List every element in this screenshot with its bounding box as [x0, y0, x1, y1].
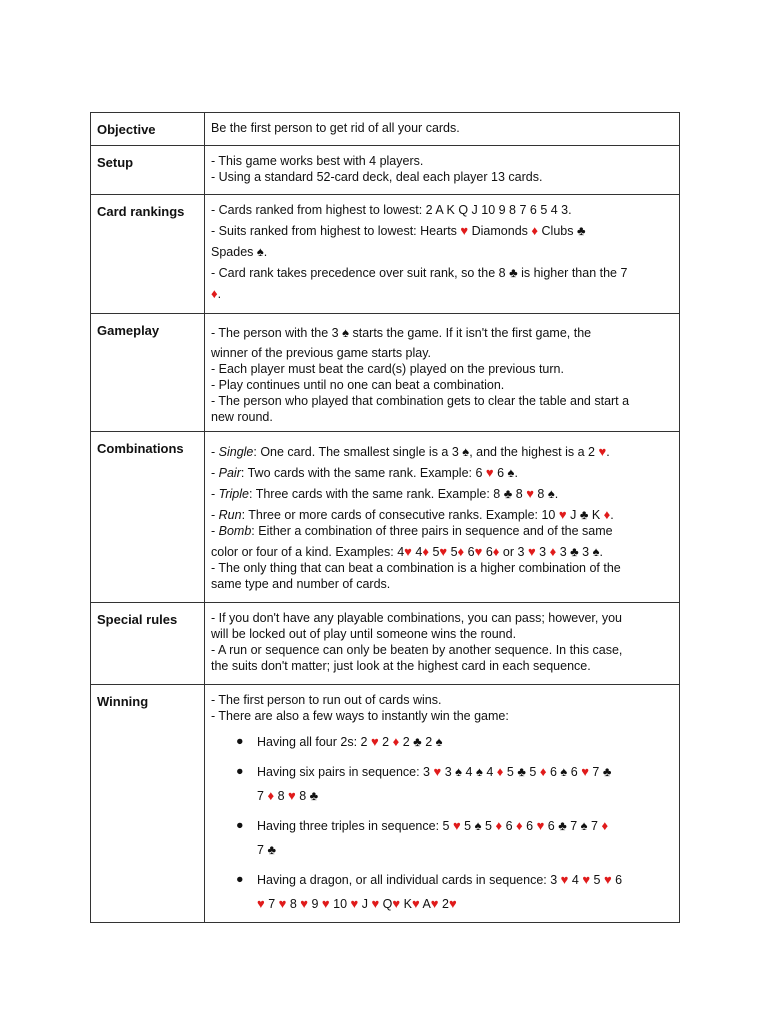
win-rank: 8 — [277, 789, 285, 803]
win-rank: 6 — [547, 819, 555, 833]
diamond-icon: ♦ — [495, 818, 503, 833]
table-row-winning — [91, 685, 680, 923]
row-content-objective — [205, 113, 680, 146]
combo-run-text: : Three or more cards of consecutive ranks. Example: 10 — [241, 508, 556, 522]
heart-icon: ♥ — [460, 223, 469, 238]
heart-icon: ♥ — [581, 764, 589, 779]
rankings-line-2b-end: . — [263, 245, 268, 259]
combo-rank: 3 — [559, 545, 567, 559]
diamond-icon: ♦ — [531, 223, 539, 238]
win-rank: 2 — [402, 735, 410, 749]
combo-rank: 3 — [539, 545, 547, 559]
rankings-line-3b — [211, 286, 679, 302]
win-rank: 2 — [425, 735, 433, 749]
win-rank: 5 — [593, 873, 601, 887]
win-rank: Q — [382, 897, 393, 911]
diamond-icon: ♦ — [496, 764, 504, 779]
diamond-icon: ♦ — [539, 764, 547, 779]
combo-pair-text: : Two cards with the same rank. Example: 6 — [240, 466, 483, 480]
combo-dash: - — [211, 508, 219, 522]
row-label-gameplay: Gameplay — [91, 314, 205, 432]
diamond-icon: ♦ — [457, 544, 465, 559]
heart-icon: ♥ — [603, 872, 612, 887]
spade-icon: ♠ — [507, 465, 515, 480]
rankings-precedence-suffix: is higher than the 7 — [521, 266, 628, 280]
bullet-4-text: Having a dragon, or all individual cards in sequence: 3 — [257, 873, 558, 887]
win-rank: 8 — [289, 897, 297, 911]
combo-rank: 8 — [537, 487, 545, 501]
heart-icon: ♥ — [558, 507, 567, 522]
winning-line-2: - There are also a few ways to instantly win the game: — [211, 709, 509, 723]
combo-rank: 5 — [450, 545, 458, 559]
combo-bomb-or: or 3 — [502, 545, 525, 559]
heart-icon: ♥ — [392, 896, 401, 911]
rankings-diamonds-word: Diamonds — [471, 224, 528, 238]
win-rank: 7 — [570, 819, 578, 833]
combo-triple-line — [211, 486, 679, 502]
win-rank: 4 — [571, 873, 579, 887]
list-item — [236, 730, 679, 754]
gameplay-start-text: - The person with the 3 — [211, 326, 339, 340]
winning-line-1: - The first person to run out of cards wins. — [211, 693, 442, 707]
row-content-setup — [205, 146, 680, 195]
heart-icon: ♥ — [452, 818, 461, 833]
spade-icon: ♠ — [592, 544, 600, 559]
table-row-card-rankings — [91, 195, 680, 314]
combo-single-text-b: , and the highest is a 2 — [469, 445, 595, 459]
row-content-gameplay — [205, 314, 680, 432]
bullet-1-text: Having all four 2s: 2 — [257, 735, 368, 749]
combo-single-line — [211, 444, 679, 460]
combo-triple-term: Triple — [218, 487, 249, 501]
spade-icon: ♠ — [455, 764, 463, 779]
row-content-card-rankings — [205, 195, 680, 314]
gameplay-line-1b: winner of the previous game starts play. — [211, 346, 432, 360]
bullet-2-text: Having six pairs in sequence: 3 — [257, 765, 431, 779]
spade-icon: ♠ — [475, 764, 483, 779]
win-rank: K — [403, 897, 412, 911]
bullet-icon: ● — [236, 734, 244, 748]
heart-icon: ♥ — [411, 896, 420, 911]
win-rank: 2 — [442, 897, 449, 911]
rankings-line-3b-end: . — [217, 287, 222, 301]
heart-icon: ♥ — [598, 444, 607, 459]
win-rank: 4 — [465, 765, 473, 779]
combo-rank: 3 — [582, 545, 590, 559]
bullet-3-text: Having three triples in sequence: 5 — [257, 819, 450, 833]
spade-icon: ♠ — [547, 486, 555, 501]
heart-icon: ♥ — [582, 872, 591, 887]
combo-bomb-term: Bomb — [218, 524, 252, 538]
heart-icon: ♥ — [536, 818, 545, 833]
spade-icon: ♠ — [474, 818, 482, 833]
diamond-icon: ♦ — [392, 734, 400, 749]
spade-icon: ♠ — [560, 764, 568, 779]
combo-bomb-line — [211, 523, 679, 539]
combo-only-line-2: same type and number of cards. — [211, 577, 391, 591]
win-rank: 10 — [333, 897, 348, 911]
combo-rank: J — [570, 508, 577, 522]
row-label-winning: Winning — [91, 685, 205, 923]
bullet-2-continuation — [257, 784, 679, 808]
club-icon: ♣ — [517, 764, 526, 779]
combo-rank: 6 — [467, 545, 475, 559]
club-icon: ♣ — [413, 734, 422, 749]
rankings-line-2 — [211, 223, 679, 239]
combo-rank: 4 — [415, 545, 423, 559]
combo-single-end: . — [606, 445, 610, 459]
combo-single-text-a: : One card. The smallest single is a 3 — [253, 445, 459, 459]
combo-dash: - — [211, 487, 219, 501]
spade-icon: ♠ — [435, 734, 443, 749]
heart-icon: ♥ — [371, 896, 380, 911]
special-line-4: the suits don't matter; just look at the highest card in each sequence. — [211, 659, 591, 673]
win-rank: 5 — [485, 819, 492, 833]
gameplay-line-4b: new round. — [211, 410, 273, 424]
win-rank: 7 — [591, 819, 598, 833]
combo-dash: - — [211, 445, 219, 459]
row-label-setup: Setup — [91, 146, 205, 195]
row-label-card-rankings: Card rankings — [91, 195, 205, 314]
bullet-4-continuation — [257, 892, 679, 916]
combo-period: . — [610, 508, 614, 522]
heart-icon: ♥ — [288, 788, 296, 803]
heart-icon: ♥ — [439, 544, 448, 559]
diamond-icon: ♦ — [492, 544, 500, 559]
rankings-line-1: - Cards ranked from highest to lowest: 2 A K Q J 10 9 8 7 6 5 4 3. — [211, 203, 572, 217]
win-rank: 7 — [257, 843, 264, 857]
diamond-icon: ♦ — [516, 818, 523, 833]
heart-icon: ♥ — [430, 896, 439, 911]
special-line-1: - If you don't have any playable combinations, you can pass; however, you — [211, 611, 622, 625]
club-icon: ♣ — [267, 842, 276, 857]
heart-icon: ♥ — [300, 896, 308, 911]
win-rank: 6 — [526, 819, 534, 833]
heart-icon: ♥ — [370, 734, 379, 749]
combo-period: . — [514, 466, 518, 480]
club-icon: ♣ — [558, 818, 567, 833]
win-rank: 6 — [505, 819, 513, 833]
win-rank: 7 — [257, 789, 264, 803]
row-content-special-rules — [205, 603, 680, 685]
setup-line-2: - Using a standard 52-card deck, deal each player 13 cards. — [211, 170, 543, 184]
rankings-suits-text: - Suits ranked from highest to lowest: Hearts — [211, 224, 457, 238]
heart-icon: ♥ — [404, 544, 412, 559]
diamond-icon: ♦ — [267, 788, 275, 803]
row-label-combinations: Combinations — [91, 432, 205, 603]
heart-icon: ♥ — [474, 544, 483, 559]
club-icon: ♣ — [509, 265, 518, 280]
heart-icon: ♥ — [485, 465, 494, 480]
rules-table — [90, 112, 680, 923]
win-rank: 3 — [444, 765, 452, 779]
win-rank: 6 — [549, 765, 557, 779]
heart-icon: ♥ — [257, 896, 265, 911]
row-label-special-rules: Special rules — [91, 603, 205, 685]
diamond-icon: ♦ — [601, 818, 609, 833]
win-rank: 6 — [570, 765, 578, 779]
table-row-special-rules — [91, 603, 680, 685]
combo-rank: 6 — [485, 545, 493, 559]
instant-win-list — [211, 730, 679, 916]
combo-run-term: Run — [218, 508, 242, 522]
rankings-line-2b — [211, 244, 679, 260]
win-rank: J — [361, 897, 368, 911]
bullet-icon: ● — [236, 764, 244, 778]
gameplay-line-3: - Play continues until no one can beat a combination. — [211, 378, 505, 392]
heart-icon: ♥ — [526, 486, 534, 501]
combo-run-line — [211, 507, 679, 523]
combo-bomb-text: : Either a combination of three pairs in sequence and of the same — [251, 524, 613, 538]
diamond-icon: ♦ — [422, 544, 429, 559]
row-content-winning — [205, 685, 680, 923]
combo-triple-text: : Three cards with the same rank. Example: 8 — [248, 487, 501, 501]
table-row-objective — [91, 113, 680, 146]
bullet-3-continuation — [257, 838, 679, 862]
win-rank: 9 — [311, 897, 319, 911]
club-icon: ♣ — [579, 507, 589, 522]
win-rank: 5 — [529, 765, 537, 779]
combo-period: . — [599, 545, 603, 559]
combo-dash: - — [211, 466, 219, 480]
special-line-3: - A run or sequence can only be beaten by another sequence. In this case, — [211, 643, 623, 657]
heart-icon: ♥ — [560, 872, 569, 887]
win-rank: 4 — [486, 765, 494, 779]
win-rank: 2 — [382, 735, 390, 749]
win-rank: 7 — [268, 897, 276, 911]
heart-icon: ♥ — [448, 896, 457, 911]
combo-bomb-line-2 — [211, 544, 679, 560]
heart-icon: ♥ — [321, 896, 330, 911]
bullet-icon: ● — [236, 872, 244, 886]
list-item — [236, 760, 679, 808]
row-label-objective: Objective — [91, 113, 205, 146]
combo-bomb-examples: color or four of a kind. Examples: 4 — [211, 545, 405, 559]
special-line-2: will be locked out of play until someone wins the round. — [211, 627, 517, 641]
setup-line-1: - This game works best with 4 players. — [211, 154, 424, 168]
table-row-combinations — [91, 432, 680, 603]
win-rank: 7 — [592, 765, 600, 779]
spade-icon: ♠ — [580, 818, 588, 833]
club-icon: ♣ — [503, 486, 513, 501]
rankings-clubs-word: Clubs — [541, 224, 574, 238]
heart-icon: ♥ — [433, 764, 442, 779]
club-icon: ♣ — [602, 764, 612, 779]
spade-icon: ♠ — [342, 325, 350, 340]
rankings-spades-word: Spades — [211, 245, 254, 259]
heart-icon: ♥ — [350, 896, 359, 911]
list-item — [236, 814, 679, 862]
gameplay-line-4: - The person who played that combination gets to clear the table and start a — [211, 394, 630, 408]
win-rank: 8 — [299, 789, 307, 803]
heart-icon: ♥ — [527, 544, 536, 559]
club-icon: ♣ — [576, 223, 586, 238]
combo-single-term: Single — [218, 445, 254, 459]
list-item — [236, 868, 679, 916]
combo-pair-term: Pair — [218, 466, 241, 480]
club-icon: ♣ — [309, 788, 319, 803]
club-icon: ♣ — [570, 544, 579, 559]
win-rank: 6 — [615, 873, 623, 887]
spade-icon: ♠ — [462, 444, 470, 459]
win-rank: 5 — [506, 765, 514, 779]
combo-rank: K — [591, 508, 601, 522]
objective-text: Be the first person to get rid of all your cards. — [211, 121, 460, 135]
gameplay-line-2: - Each player must beat the card(s) played on the previous turn. — [211, 362, 564, 376]
rankings-line-3 — [211, 265, 679, 281]
combo-rank: 8 — [515, 487, 523, 501]
diamond-icon: ♦ — [603, 507, 611, 522]
gameplay-start-suffix: starts the game. If it isn't the first game, the — [352, 326, 592, 340]
combo-dash: - — [211, 524, 219, 538]
table-row-setup — [91, 146, 680, 195]
diamond-icon: ♦ — [549, 544, 557, 559]
combo-pair-line — [211, 465, 679, 481]
combo-only-line-1: - The only thing that can beat a combination is a higher combination of the — [211, 561, 621, 575]
win-rank: 5 — [464, 819, 472, 833]
heart-icon: ♥ — [278, 896, 287, 911]
win-rank: A — [422, 897, 431, 911]
diamond-icon: ♦ — [211, 286, 218, 301]
spade-icon: ♠ — [256, 244, 264, 259]
table-row-gameplay — [91, 314, 680, 432]
rankings-precedence-text: - Card rank takes precedence over suit rank, so the 8 — [211, 266, 506, 280]
bullet-icon: ● — [236, 818, 244, 832]
combo-pair-rank-2: 6 — [497, 466, 505, 480]
combo-period: . — [554, 487, 559, 501]
row-content-combinations — [205, 432, 680, 603]
gameplay-line-1 — [211, 325, 679, 341]
combo-rank: 5 — [432, 545, 440, 559]
